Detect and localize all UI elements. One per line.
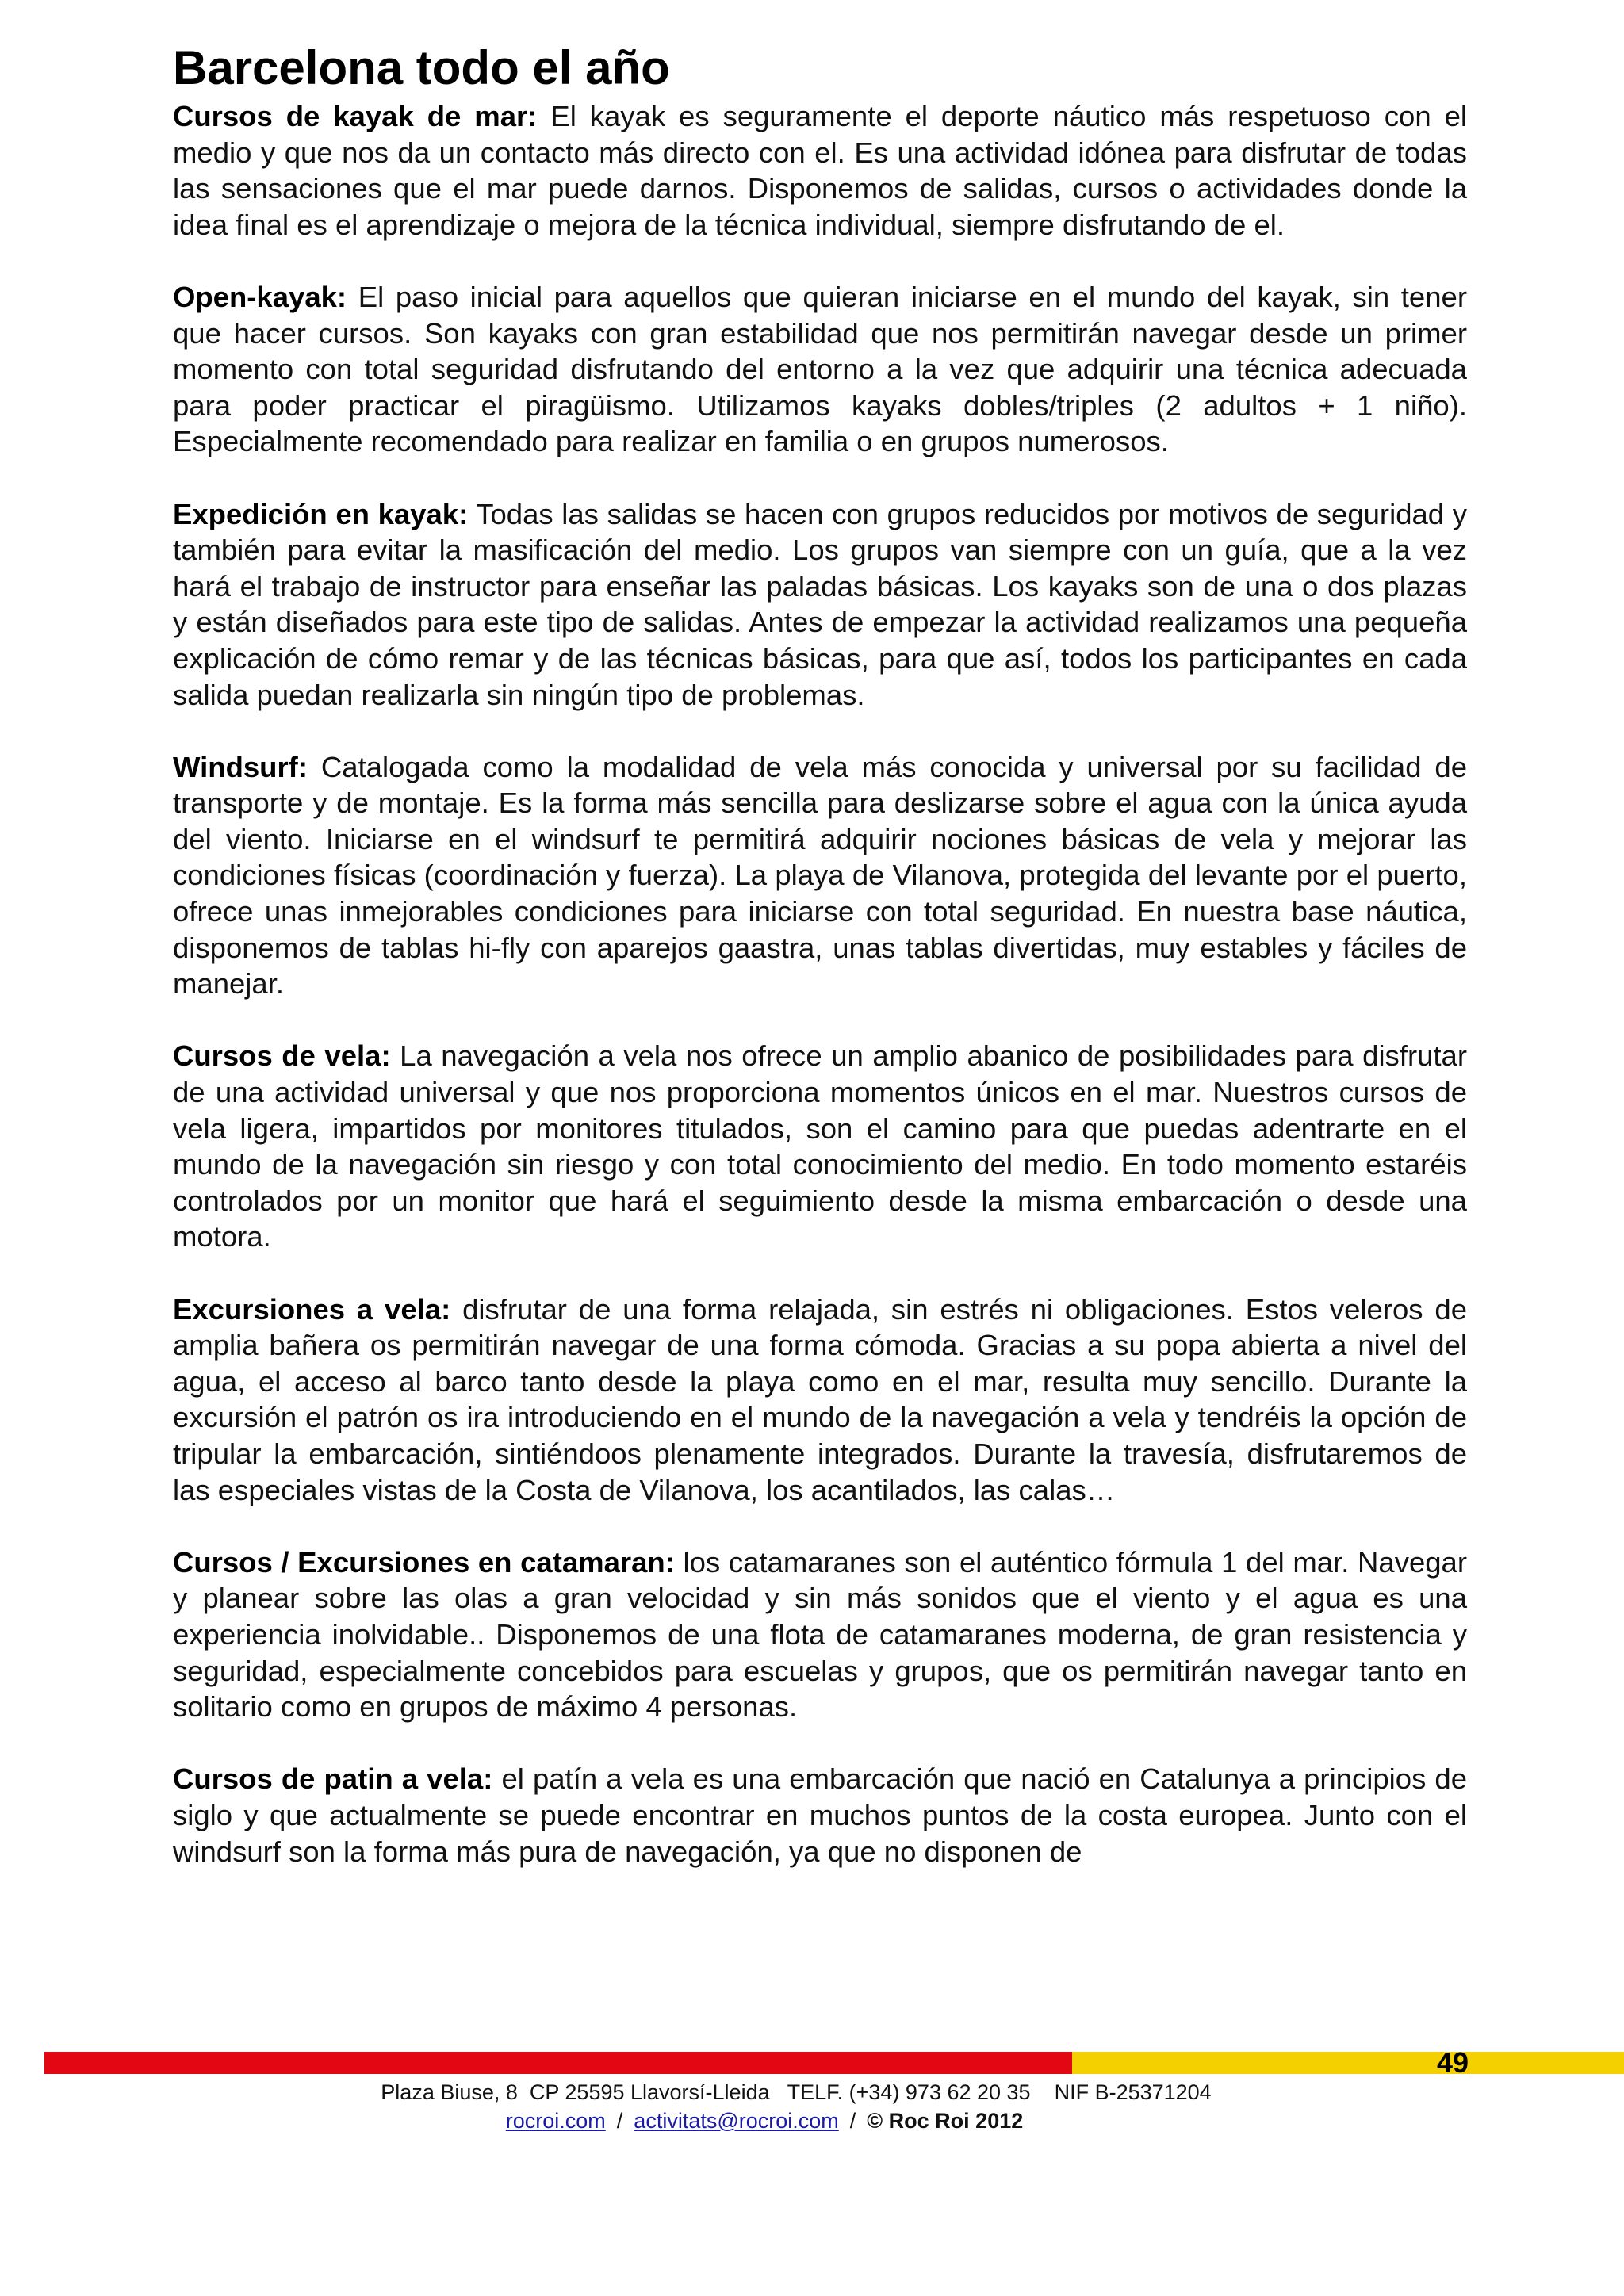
section-heading: Open-kayak: [173,280,347,313]
footer-separator: / [849,2109,856,2133]
section-heading: Cursos / Excursiones en catamaran: [173,1545,675,1578]
section-kayak-mar [173,98,1467,243]
section-excursiones-vela [173,1292,1467,1509]
footer-bar-yellow [1072,2052,1624,2074]
section-body: El kayak es seguramente el deporte náutico más respetuoso con el medio y que nos da un contacto más directo con el. Es una actividad idónea para disfrutar de todas las sensaciones que el mar puede darnos. Disponemos de salidas, cursos o actividades donde la idea final es el aprendizaje o mejora de la técnica individual, siempre disfrutando de el. [173,100,1468,241]
section-body: los catamaranes son el auténtico fórmula 1 del mar. Navegar y planear sobre las olas a gran velocidad y sin más sonidos que el viento y el agua es una experiencia inolvidable.. Disponemos de una flota de catamaranes moderna, de gran resistencia y seguridad, especialmente concebidos para escuelas y grupos, que os permitirán navegar tanto en solitario como en grupos de máximo 4 personas. [173,1545,1467,1724]
section-heading: Excursiones a vela: [173,1292,451,1326]
page-title: Barcelona todo el año [173,41,670,94]
footer-bar-red [44,2052,1072,2074]
footer-color-bar [44,2052,1624,2074]
section-body: disfrutar de una forma relajada, sin estrés ni obligaciones. Estos veleros de amplia bañera os permitirán navegar de una forma cómoda. Gracias a su popa abierta a nivel del agua, el acceso al barco tanto desde la playa como en el mar, resulta muy sencillo. Durante la excursión el patrón os ira introduciendo en el mundo de la navegación a vela y tendréis la opción de tripular la embarcación, sintiéndoos plenamente integrados. Durante la travesía, disfrutaremos de las especiales vistas de la Costa de Vilanova, los acantilados, las calas… [173,1292,1467,1506]
section-windsurf [173,749,1467,1002]
footer-address [0,2079,1624,2106]
section-catamaran [173,1544,1467,1725]
section-body: el patín a vela es una embarcación que nació en Catalunya a principios de siglo y que actualmente se puede encontrar en muchos puntos de la costa europea. Junto con el windsurf son la forma más pura de navegación, ya que no disponen de [173,1762,1467,1868]
section-body: Todas las salidas se hacen con grupos reducidos por motivos de seguridad y también para evitar la masificación del medio. Los grupos van siempre con un guía, que a la vez hará el trabajo de instructor para enseñar las paladas básicas. Los kayaks son de una o dos plazas y están diseñados para este tipo de salidas. Antes de empezar la actividad realizamos una pequeña explicación de cómo remar y de las técnicas básicas, para que así, todos los participantes en cada salida puedan realizarla sin ningún tipo de problemas. [173,497,1467,711]
email-link[interactable]: activitats@rocroi.com [634,2109,839,2133]
footer-links-inner [506,2107,1024,2134]
page-content [173,40,1467,1906]
section-heading: Cursos de kayak de mar: [173,100,538,132]
section-patin-vela [173,1761,1467,1869]
footer-address-text: Plaza Biuse, 8 CP 25595 Llavorsí-Lleida TELF. (+34) 973 62 20 35 NIF B-25371204 [381,2080,1212,2104]
section-open-kayak [173,279,1467,460]
copyright-text: © Roc Roi 2012 [867,2109,1024,2133]
section-body: El paso inicial para aquellos que quieran iniciarse en el mundo del kayak, sin tener que hacer cursos. Son kayaks con gran estabilidad que nos permitirán navegar desde un primer momento con total seguridad disfrutando del entorno a la vez que adquirir una técnica adecuada para poder practicar el piragüismo. Utilizamos kayaks dobles/triples (2 adultos + 1 niño). Especialmente recomendado para realizar en familia o en grupos numerosos. [173,280,1467,458]
footer-separator: / [616,2109,623,2133]
footer-links [0,2107,1624,2134]
section-heading: Expedición en kayak: [173,497,469,530]
section-cursos-vela [173,1038,1467,1255]
page-number: 49 [1436,2046,1469,2079]
section-heading: Windsurf: [173,750,308,783]
section-heading: Cursos de patin a vela: [173,1762,493,1796]
section-heading: Cursos de vela: [173,1039,391,1073]
section-body: Catalogada como la modalidad de vela más conocida y universal por su facilidad de transporte y de montaje. Es la forma más sencilla para deslizarse sobre el agua con la única ayuda del viento. Iniciarse en el windsurf te permitirá adquirir nociones básicas de vela y mejorar las condiciones físicas (coordinación y fuerza). La playa de Vilanova, protegida del levante por el puerto, ofrece unas inmejorables condiciones para iniciarse con total seguridad. En nuestra base náutica, disponemos de tablas hi-fly con aparejos gaastra, unas tablas divertidas, muy estables y fáciles de manejar. [173,750,1467,1001]
section-body: La navegación a vela nos ofrece un amplio abanico de posibilidades para disfrutar de una actividad universal y que nos proporciona momentos únicos en el mar. Nuestros cursos de vela ligera, impartidos por monitores titulados, son el camino para que puedas adentrarte en el mundo de la navegación sin riesgo y con total conocimiento del medio. En todo momento estaréis controlados por un monitor que hará el seguimiento desde la misma embarcación o desde una motora. [173,1039,1467,1253]
website-link[interactable]: rocroi.com [505,2109,606,2133]
section-expedicion-kayak [173,496,1467,714]
